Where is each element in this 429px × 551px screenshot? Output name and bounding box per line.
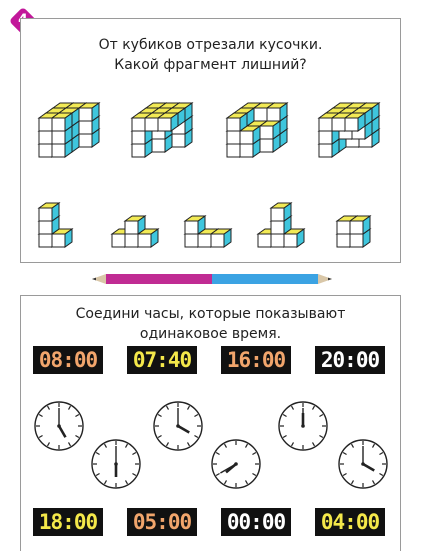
cube-front-face: [132, 144, 145, 157]
cube-front-face: [211, 234, 224, 247]
question-line: одинаковое время.: [139, 326, 282, 342]
digital-clock[interactable]: [127, 346, 197, 374]
cube-front-face: [185, 234, 198, 247]
cube-front-face: [185, 221, 198, 234]
exercise-cubes-panel: [20, 18, 401, 263]
analog-clock[interactable]: [339, 440, 387, 488]
digital-clock[interactable]: [315, 508, 385, 536]
cube-figure-2: [132, 103, 192, 157]
cube-front-face: [240, 144, 253, 157]
cube-front-face: [125, 234, 138, 247]
cube-front-face: [337, 234, 350, 247]
cube-front-face: [332, 118, 345, 131]
pencil-lead-left: [92, 278, 96, 281]
question-line: Какой фрагмент лишний?: [114, 57, 307, 73]
cube-front-face: [52, 234, 65, 247]
clock-center: [361, 462, 365, 466]
pencil-divider: [92, 272, 332, 286]
fragment-3: [185, 216, 231, 247]
cube-front-face: [271, 234, 284, 247]
cube-front-face: [254, 108, 267, 121]
cube-front-face: [345, 118, 358, 131]
cube-front-face: [79, 134, 92, 147]
analog-clock[interactable]: [279, 402, 327, 450]
digital-time: 18:00: [38, 510, 98, 534]
cube-front-face: [267, 108, 280, 121]
cube-front-face: [319, 131, 332, 144]
cube-front-face: [271, 208, 284, 221]
fragment-1: [39, 203, 72, 247]
cube-illustrations: [21, 19, 400, 262]
cube-front-face: [172, 134, 185, 147]
cube-front-face: [138, 234, 151, 247]
analog-clocks: [21, 386, 400, 526]
cube-front-face: [240, 131, 253, 144]
cube-front-face: [227, 118, 240, 131]
cube-front-face: [158, 118, 171, 131]
cube-front-face: [132, 118, 145, 131]
digital-time: 04:00: [320, 510, 380, 534]
cube-front-face: [258, 234, 271, 247]
cube-front-face: [79, 108, 92, 121]
cube-front-face: [79, 121, 92, 134]
question-line: От кубиков отрезали кусочки.: [98, 37, 323, 53]
cube-front-face: [350, 234, 363, 247]
cube-front-face: [125, 221, 138, 234]
pencil-blue-half: [212, 274, 318, 284]
analog-clock[interactable]: [35, 402, 83, 450]
cube-front-face: [260, 139, 273, 152]
cube-front-face: [39, 118, 52, 131]
exercise-clocks-panel: [20, 295, 401, 551]
cube-front-face: [152, 139, 165, 152]
digital-time: 16:00: [226, 348, 286, 372]
fragment-5: [337, 216, 370, 247]
cube-front-face: [198, 234, 211, 247]
clock-center: [114, 462, 118, 466]
cube-front-face: [260, 126, 273, 139]
cube-front-face: [39, 131, 52, 144]
cube-front-face: [227, 144, 240, 157]
digital-clock[interactable]: [33, 346, 103, 374]
cube-front-face: [112, 234, 125, 247]
cube-front-face: [39, 144, 52, 157]
cube-front-face: [39, 234, 52, 247]
cube-front-face: [319, 118, 332, 131]
digital-time: 20:00: [320, 348, 380, 372]
clock-center: [234, 462, 238, 466]
clock-center: [176, 424, 180, 428]
cube-front-face: [271, 221, 284, 234]
analog-clock[interactable]: [92, 440, 140, 488]
cube-front-face: [52, 144, 65, 157]
cube-figure-1: [39, 103, 99, 157]
pencil-pink-half: [106, 274, 212, 284]
clock-center: [57, 424, 61, 428]
analog-clock[interactable]: [212, 440, 260, 488]
analog-clock[interactable]: [154, 402, 202, 450]
cube-front-face: [52, 118, 65, 131]
cube-front-face: [350, 221, 363, 234]
fragment-4: [258, 203, 304, 247]
cube-front-face: [145, 118, 158, 131]
fragment-2: [112, 216, 158, 247]
cube-figure-3: [227, 103, 287, 157]
digital-clock[interactable]: [127, 508, 197, 536]
digital-clock[interactable]: [221, 508, 291, 536]
cube-front-face: [337, 221, 350, 234]
cube-front-face: [39, 221, 52, 234]
cube-front-face: [227, 131, 240, 144]
pencil-lead-right: [328, 278, 332, 281]
digital-time: 00:00: [226, 510, 286, 534]
clock-center: [301, 424, 305, 428]
digital-time: 08:00: [38, 348, 98, 372]
digital-clock[interactable]: [33, 508, 103, 536]
cube-figure-4: [319, 103, 379, 157]
digital-time: 07:40: [132, 348, 192, 372]
digital-time: 05:00: [132, 510, 192, 534]
digital-clock[interactable]: [221, 346, 291, 374]
cube-front-face: [319, 144, 332, 157]
clocks-question: [21, 304, 400, 344]
digital-clock[interactable]: [315, 346, 385, 374]
cube-front-face: [39, 208, 52, 221]
question-line: Соедини часы, которые показывают: [75, 306, 346, 322]
cube-front-face: [132, 131, 145, 144]
cube-front-face: [52, 131, 65, 144]
cube-front-face: [284, 234, 297, 247]
